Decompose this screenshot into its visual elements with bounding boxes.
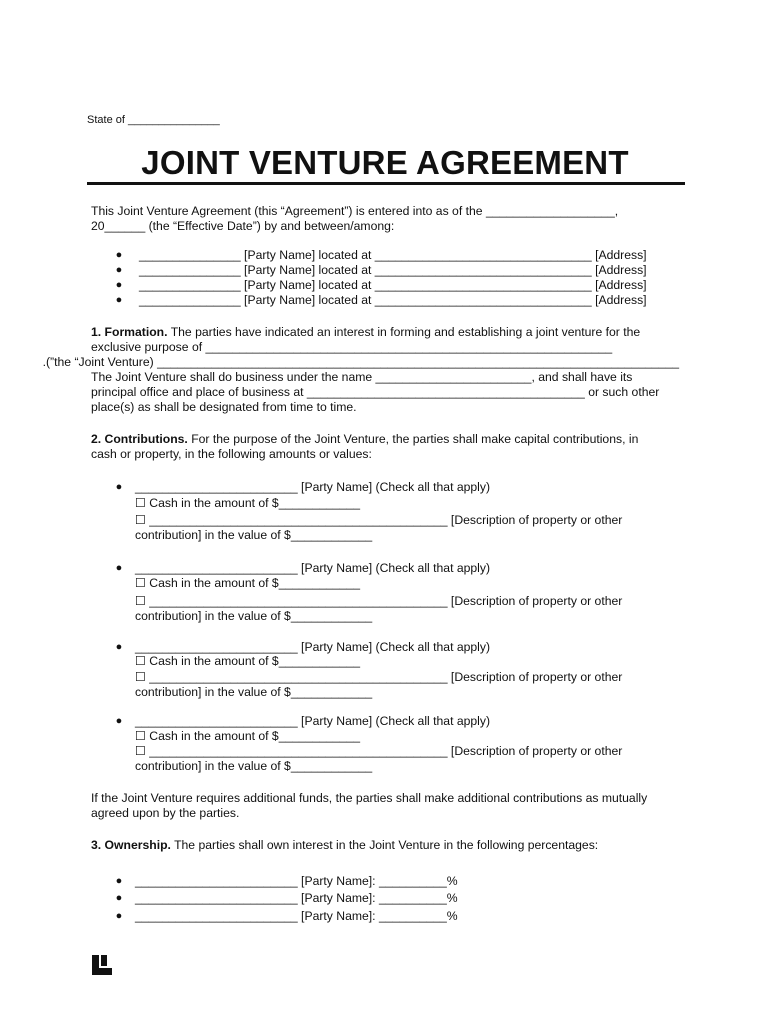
bullet-icon: ● — [115, 249, 123, 261]
ownership-line-1: ________________________ [Party Name]: __________% — [135, 874, 458, 888]
contribution-property-4: ☐ ____________________________________________ [Description of property or other — [135, 744, 623, 758]
bullet-icon: ● — [115, 562, 123, 574]
section-3-line-1 — [91, 838, 598, 853]
section-2-line-2: cash or property, in the following amounts or values: — [91, 447, 372, 461]
bullet-icon: ● — [115, 875, 123, 887]
contribution-cash-3: ☐ Cash in the amount of $____________ — [135, 654, 361, 668]
bullet-icon: ● — [115, 910, 123, 922]
section-1-line-1 — [91, 325, 640, 340]
contribution-party-4: ________________________ [Party Name] (Check all that apply) — [135, 714, 491, 728]
section-1-text: The parties have indicated an interest in forming and establishing a joint venture for the — [167, 325, 641, 339]
state-line: State of _______________ — [87, 114, 220, 126]
additional-funds-line-2: agreed upon by the parties. — [91, 806, 240, 820]
section-1-line-3: _____________________________________________________________________________ (the “Joint Venture”). — [42, 355, 679, 369]
section-1-line-2: exclusive purpose of ____________________________________________________________ — [91, 340, 613, 354]
contribution-property-2: ☐ ____________________________________________ [Description of property or other — [135, 594, 623, 608]
bullet-icon: ● — [115, 294, 123, 306]
section-3-heading: 3. Ownership. — [91, 838, 171, 852]
contribution-property-1: ☐ ____________________________________________ [Description of property or other — [135, 513, 623, 527]
contribution-value-2: contribution] in the value of $____________ — [135, 609, 373, 623]
ownership-line-2: ________________________ [Party Name]: __________% — [135, 891, 458, 905]
section-1-line-4: The Joint Venture shall do business under the name _______________________, and shall have its — [91, 370, 633, 384]
bullet-icon: ● — [115, 715, 123, 727]
intro-line-1: This Joint Venture Agreement (this “Agreement”) is entered into as of the ___________________, — [91, 204, 619, 218]
party-line-3: _______________ [Party Name] located at ________________________________ [Address] — [139, 278, 647, 292]
contribution-cash-1: ☐ Cash in the amount of $____________ — [135, 496, 361, 510]
section-3-text: The parties shall own interest in the Joint Venture in the following percentages: — [170, 838, 599, 852]
bullet-icon: ● — [115, 264, 123, 276]
section-1-line-6: place(s) as shall be designated from time to time. — [91, 400, 357, 414]
title-underline — [87, 182, 685, 185]
contribution-party-3: ________________________ [Party Name] (Check all that apply) — [135, 640, 491, 654]
section-2-heading: 2. Contributions. — [91, 432, 188, 446]
section-1-line-5: principal office and place of business at _________________________________________ or such other — [91, 385, 660, 399]
contribution-party-2: ________________________ [Party Name] (Check all that apply) — [135, 561, 491, 575]
party-line-1: _______________ [Party Name] located at ________________________________ [Address] — [139, 248, 647, 262]
section-2-line-1 — [91, 432, 638, 447]
contribution-value-4: contribution] in the value of $____________ — [135, 759, 373, 773]
contribution-value-1: contribution] in the value of $____________ — [135, 528, 373, 542]
intro-line-2: 20______ (the “Effective Date”) by and between/among: — [91, 219, 395, 233]
bullet-icon: ● — [115, 641, 123, 653]
contribution-property-3: ☐ ____________________________________________ [Description of property or other — [135, 670, 623, 684]
section-2-text: For the purpose of the Joint Venture, the parties shall make capital contributions, in — [187, 432, 639, 446]
section-1-heading: 1. Formation. — [91, 325, 168, 339]
party-line-4: _______________ [Party Name] located at ________________________________ [Address] — [139, 293, 647, 307]
bullet-icon: ● — [115, 279, 123, 291]
document-title: JOINT VENTURE AGREEMENT — [141, 144, 629, 181]
contribution-cash-4: ☐ Cash in the amount of $____________ — [135, 729, 361, 743]
contribution-cash-2: ☐ Cash in the amount of $____________ — [135, 576, 361, 590]
bullet-icon: ● — [115, 892, 123, 904]
additional-funds-line-1: If the Joint Venture requires additional funds, the parties shall make additional contributions as mutually — [91, 791, 648, 805]
party-line-2: _______________ [Party Name] located at ________________________________ [Address] — [139, 263, 647, 277]
contribution-party-1: ________________________ [Party Name] (Check all that apply) — [135, 480, 491, 494]
contribution-value-3: contribution] in the value of $____________ — [135, 685, 373, 699]
bullet-icon: ● — [115, 481, 123, 493]
document-logo-icon — [92, 955, 112, 975]
ownership-line-3: ________________________ [Party Name]: __________% — [135, 909, 458, 923]
